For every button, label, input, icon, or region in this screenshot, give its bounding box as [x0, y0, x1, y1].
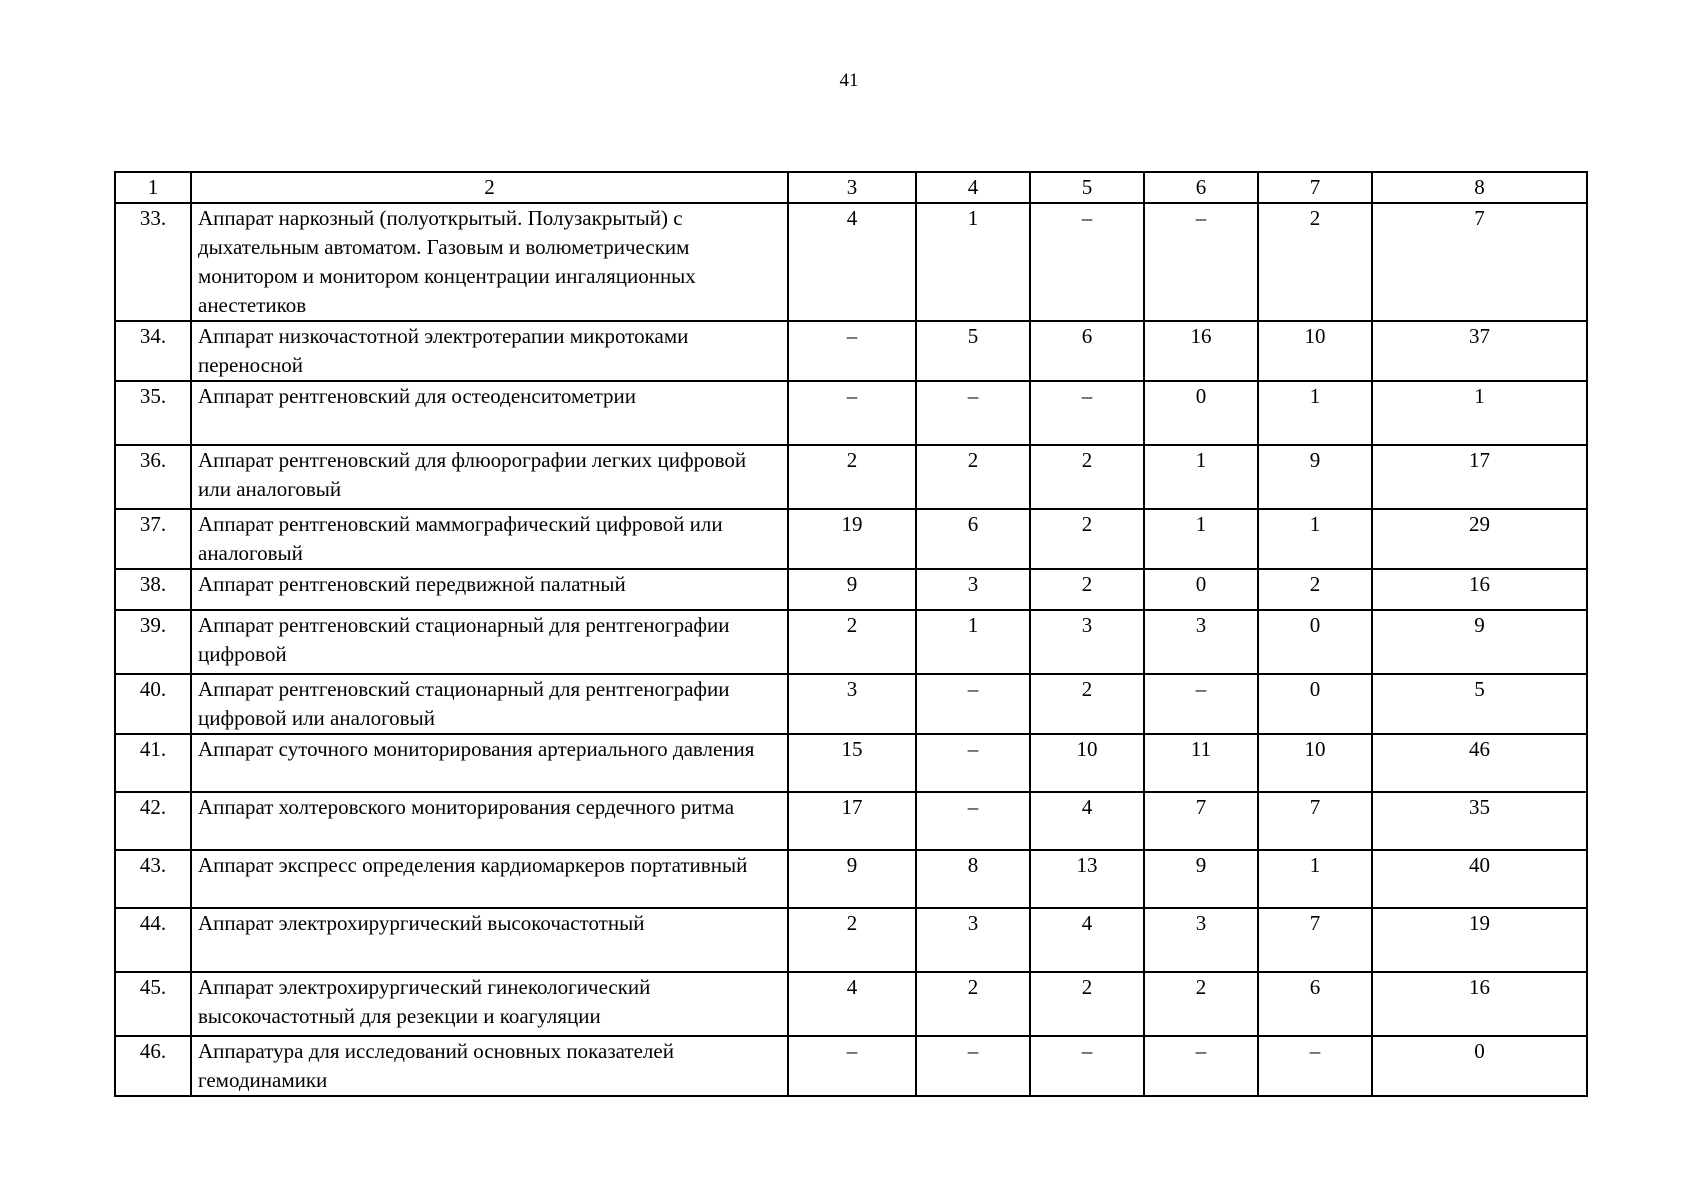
table-row [115, 203, 1587, 321]
table-row [115, 569, 1587, 610]
header-row [115, 172, 1587, 203]
equipment-table [114, 171, 1588, 1097]
row-number: 43. [115, 850, 191, 908]
table-row [115, 1036, 1587, 1096]
value-col-7: 6 [1258, 972, 1372, 1036]
column-header: 3 [788, 172, 916, 203]
value-col-7: 1 [1258, 381, 1372, 445]
row-number: 40. [115, 674, 191, 734]
row-number: 45. [115, 972, 191, 1036]
value-col-4: – [916, 674, 1030, 734]
value-col-5: 6 [1030, 321, 1144, 381]
value-col-6: – [1144, 1036, 1258, 1096]
equipment-name: Аппарат рентгеновский передвижной палатный [191, 569, 788, 610]
equipment-name: Аппарат рентгеновский стационарный для рентгенографии цифровой или аналоговый [191, 674, 788, 734]
value-col-5: 13 [1030, 850, 1144, 908]
equipment-name: Аппарат электрохирургический высокочастотный [191, 908, 788, 972]
value-col-7: 2 [1258, 203, 1372, 321]
table-row [115, 792, 1587, 850]
value-col-3: 19 [788, 509, 916, 569]
value-col-4: 1 [916, 203, 1030, 321]
value-col-5: 2 [1030, 509, 1144, 569]
value-col-5: 2 [1030, 674, 1144, 734]
value-col-7: 10 [1258, 321, 1372, 381]
value-col-6: 16 [1144, 321, 1258, 381]
value-col-4: – [916, 734, 1030, 792]
equipment-name: Аппарат рентгеновский стационарный для рентгенографии цифровой [191, 610, 788, 674]
table-row [115, 381, 1587, 445]
row-number: 46. [115, 1036, 191, 1096]
value-col-8-total: 16 [1372, 569, 1587, 610]
value-col-7: 9 [1258, 445, 1372, 509]
value-col-7: 10 [1258, 734, 1372, 792]
value-col-7: 7 [1258, 908, 1372, 972]
equipment-name: Аппарат низкочастотной электротерапии микротоками переносной [191, 321, 788, 381]
value-col-6: – [1144, 203, 1258, 321]
value-col-3: – [788, 381, 916, 445]
value-col-4: 6 [916, 509, 1030, 569]
value-col-6: 3 [1144, 610, 1258, 674]
row-number: 36. [115, 445, 191, 509]
row-number: 35. [115, 381, 191, 445]
row-number: 42. [115, 792, 191, 850]
row-number: 37. [115, 509, 191, 569]
table-row [115, 850, 1587, 908]
value-col-7: 1 [1258, 850, 1372, 908]
column-header: 8 [1372, 172, 1587, 203]
equipment-name: Аппарат суточного мониторирования артериального давления [191, 734, 788, 792]
table-body [115, 203, 1587, 1096]
equipment-name: Аппарат холтеровского мониторирования сердечного ритма [191, 792, 788, 850]
value-col-4: 8 [916, 850, 1030, 908]
value-col-4: 1 [916, 610, 1030, 674]
column-header: 5 [1030, 172, 1144, 203]
value-col-3: 2 [788, 610, 916, 674]
value-col-8-total: 46 [1372, 734, 1587, 792]
row-number: 41. [115, 734, 191, 792]
value-col-8-total: 5 [1372, 674, 1587, 734]
column-header: 2 [191, 172, 788, 203]
equipment-name: Аппарат рентгеновский для флюорографии легких цифровой или аналоговый [191, 445, 788, 509]
value-col-7: – [1258, 1036, 1372, 1096]
value-col-3: 15 [788, 734, 916, 792]
value-col-7: 2 [1258, 569, 1372, 610]
value-col-4: – [916, 381, 1030, 445]
value-col-6: 11 [1144, 734, 1258, 792]
value-col-3: 4 [788, 203, 916, 321]
equipment-name: Аппарат экспресс определения кардиомаркеров портативный [191, 850, 788, 908]
value-col-4: – [916, 1036, 1030, 1096]
equipment-name: Аппарат рентгеновский для остеоденситометрии [191, 381, 788, 445]
value-col-3: – [788, 1036, 916, 1096]
value-col-8-total: 9 [1372, 610, 1587, 674]
equipment-name: Аппарат электрохирургический гинекологический высокочастотный для резекции и коагуляции [191, 972, 788, 1036]
value-col-7: 7 [1258, 792, 1372, 850]
row-number: 34. [115, 321, 191, 381]
value-col-6: 7 [1144, 792, 1258, 850]
value-col-8-total: 1 [1372, 381, 1587, 445]
value-col-6: 1 [1144, 445, 1258, 509]
value-col-3: 17 [788, 792, 916, 850]
value-col-3: 9 [788, 569, 916, 610]
equipment-name: Аппаратура для исследований основных показателей гемодинамики [191, 1036, 788, 1096]
column-header: 4 [916, 172, 1030, 203]
value-col-3: 3 [788, 674, 916, 734]
value-col-5: 2 [1030, 972, 1144, 1036]
value-col-5: 3 [1030, 610, 1144, 674]
table-row [115, 321, 1587, 381]
value-col-6: 0 [1144, 381, 1258, 445]
value-col-3: 4 [788, 972, 916, 1036]
value-col-8-total: 19 [1372, 908, 1587, 972]
value-col-7: 0 [1258, 674, 1372, 734]
table-row [115, 908, 1587, 972]
page-number: 41 [839, 70, 859, 91]
value-col-6: 2 [1144, 972, 1258, 1036]
value-col-8-total: 29 [1372, 509, 1587, 569]
column-header: 1 [115, 172, 191, 203]
table-row [115, 610, 1587, 674]
value-col-8-total: 35 [1372, 792, 1587, 850]
value-col-6: 1 [1144, 509, 1258, 569]
value-col-4: 2 [916, 972, 1030, 1036]
value-col-3: 2 [788, 445, 916, 509]
value-col-8-total: 37 [1372, 321, 1587, 381]
value-col-6: 9 [1144, 850, 1258, 908]
value-col-6: 3 [1144, 908, 1258, 972]
column-header: 7 [1258, 172, 1372, 203]
equipment-name: Аппарат рентгеновский маммографический цифровой или аналоговый [191, 509, 788, 569]
table-row [115, 734, 1587, 792]
value-col-5: – [1030, 1036, 1144, 1096]
value-col-8-total: 40 [1372, 850, 1587, 908]
table-row [115, 972, 1587, 1036]
table-row [115, 509, 1587, 569]
value-col-5: 4 [1030, 792, 1144, 850]
value-col-6: 0 [1144, 569, 1258, 610]
value-col-3: – [788, 321, 916, 381]
row-number: 44. [115, 908, 191, 972]
value-col-5: 4 [1030, 908, 1144, 972]
value-col-8-total: 16 [1372, 972, 1587, 1036]
value-col-5: 10 [1030, 734, 1144, 792]
value-col-7: 1 [1258, 509, 1372, 569]
value-col-8-total: 7 [1372, 203, 1587, 321]
value-col-4: 5 [916, 321, 1030, 381]
value-col-3: 9 [788, 850, 916, 908]
value-col-3: 2 [788, 908, 916, 972]
equipment-name: Аппарат наркозный (полуоткрытый. Полузакрытый) с дыхательным автоматом. Газовым и волюметрическим монитором и монитором концентрации ингаляционных анестетиков [191, 203, 788, 321]
column-header: 6 [1144, 172, 1258, 203]
value-col-4: – [916, 792, 1030, 850]
value-col-6: – [1144, 674, 1258, 734]
value-col-4: 2 [916, 445, 1030, 509]
value-col-4: 3 [916, 569, 1030, 610]
value-col-5: – [1030, 203, 1144, 321]
value-col-5: 2 [1030, 569, 1144, 610]
value-col-7: 0 [1258, 610, 1372, 674]
value-col-5: 2 [1030, 445, 1144, 509]
table-row [115, 674, 1587, 734]
row-number: 33. [115, 203, 191, 321]
row-number: 39. [115, 610, 191, 674]
value-col-4: 3 [916, 908, 1030, 972]
value-col-8-total: 0 [1372, 1036, 1587, 1096]
table-row [115, 445, 1587, 509]
value-col-8-total: 17 [1372, 445, 1587, 509]
row-number: 38. [115, 569, 191, 610]
value-col-5: – [1030, 381, 1144, 445]
